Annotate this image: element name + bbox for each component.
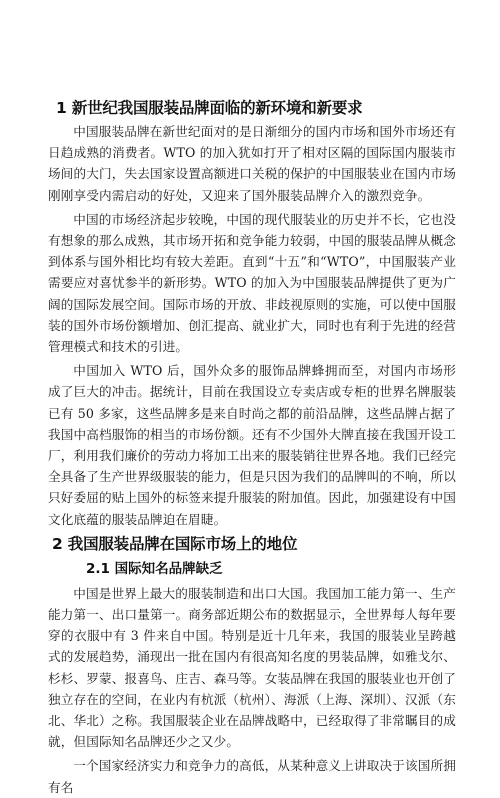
section-1-paragraph-3: 中国加入 WTO 后，国外众多的服饰品牌蜂拥而至，对国内市场形成了巨大的冲击。据统计，目前在我国设立专卖店或专柜的世界名牌服装已有 50 多家，这些品牌多是来自时尚之都的前沿品牌，这些品牌占据了我国中高档服饰的相当的市场份额。还有不少国外大牌直接在我国开设工厂，利用我们廉价的劳动力将加工出来的服装销往世界各地。我们已经完全具备了生产世界级服装的能力，但是只因为我们的品牌叫的不响，所以只好委屈的贴上国外的标签来提升服装的附加值。因此，加强建设有中国文化底蕴的服装品牌迫在眉睫。 xyxy=(48,363,456,527)
section-1-heading: 1 新世纪我国服装品牌面临的新环境和新要求 xyxy=(56,99,363,117)
subsection-2-1-paragraph-2: 一个国家经济实力和竞争力的高低，从某种意义上讲取决于该国所拥有名 xyxy=(48,758,456,795)
section-1-paragraph-1: 中国服装品牌在新世纪面对的是日渐细分的国内市场和国外市场还有日趋成熟的消费者。WTO 的加入犹如打开了相对区隔的国际国内服装市场间的大门，失去国家设置高额进口关税的保护的中国服装业在国内市场刚刚享受内需启动的好处，又迎来了国外服装品牌介入的激烈竞争。 xyxy=(48,124,456,203)
subsection-2-1-paragraph-1: 中国是世界上最大的服装制造和出口大国。我国加工能力第一、生产能力第一、出口量第一。商务部近期公布的数据显示，全世界每人每年要穿的衣服中有 3 件来自中国。特别是近十几年来，我国的服装业呈跨越式的发展趋势，涌现出一批在国内有很高知名度的男装品牌，如雅戈尔、杉杉、罗蒙、报喜鸟、庄吉、森马等。女装品牌在我国的服装业也开创了独立存在的空间，在业内有杭派（杭州）、海派（上海、深圳）、汉派（东北、华北）之称。我国服装企业在品牌战略中，已经取得了非常瞩目的成就，但国际知名品牌还少之又少。 xyxy=(48,585,456,750)
section-2-heading: 2 我国服装品牌在国际市场上的地位 xyxy=(52,534,298,553)
section-1-paragraph-2: 中国的市场经济起步较晚，中国的现代服装业的历史并不长，它也没有想象的那么成熟，其市场开拓和竞争能力较弱，中国的服装品牌从概念到体系与国外相比均有较大差距。直到“十五”和“WTO”，中国服装产业需要应对喜忧参半的新形势。WTO 的加入为中国服装品牌提供了更为广阔的国际发展空间。国际市场的开放、非歧视原则的实施，可以使中国服装的国外市场份额增加、创汇提高、就业扩大，同时也有利于先进的经营管理模式和技术的引进。 xyxy=(48,211,456,355)
subsection-2-1-heading: 2.1 国际知名品牌缺乏 xyxy=(86,560,223,577)
